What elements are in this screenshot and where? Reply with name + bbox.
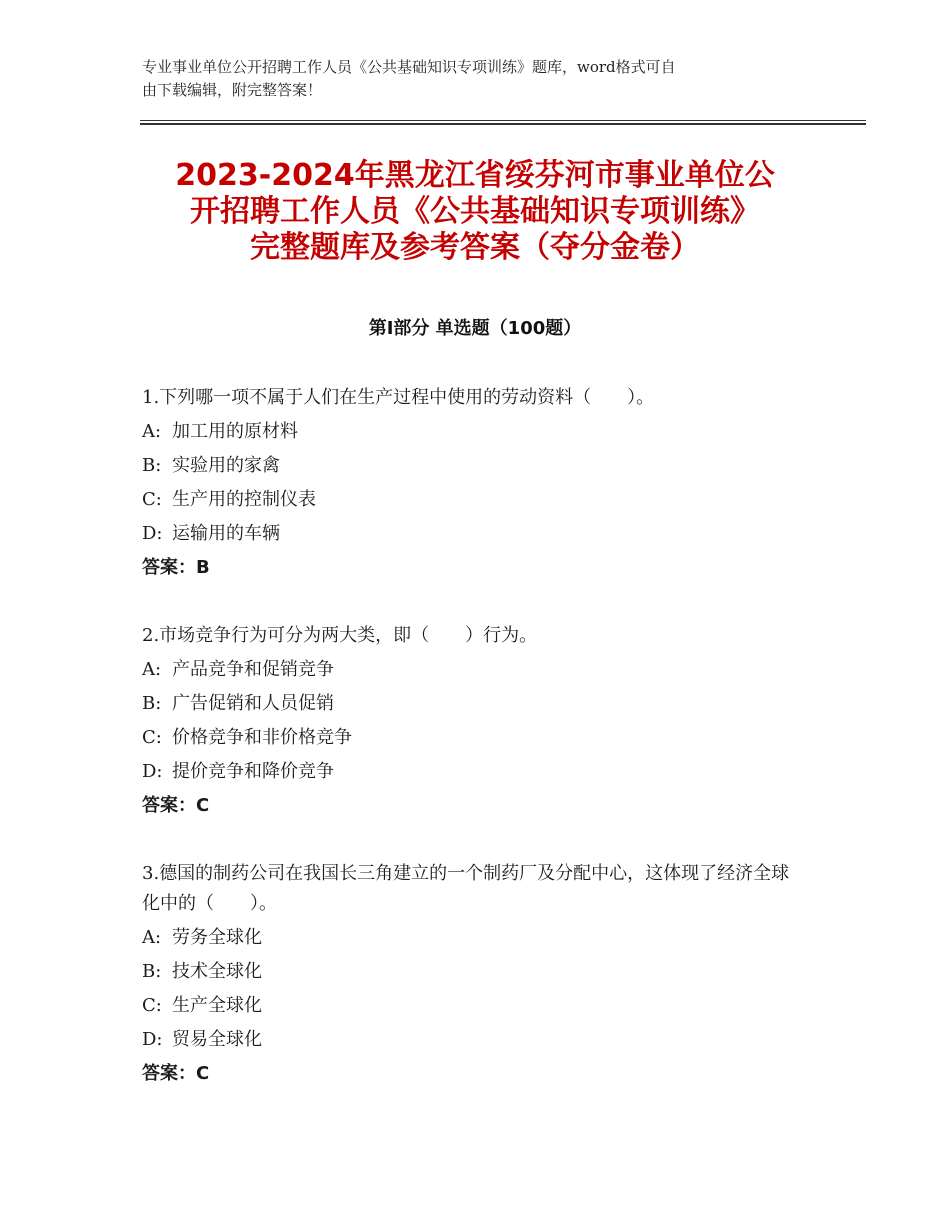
question-stem: 2.市场竞争行为可分为两大类，即（ ）行为。 bbox=[142, 625, 538, 646]
option-letter: B: bbox=[142, 455, 162, 476]
option-c bbox=[142, 485, 802, 519]
option-d bbox=[142, 757, 802, 791]
option-text: 实验用的家禽 bbox=[172, 455, 280, 476]
option-text: 广告促销和人员促销 bbox=[172, 693, 334, 714]
question-stem: 3.德国的制药公司在我国长三角建立的一个制药厂及分配中心，这体现了经济全球化中的（ ）。 bbox=[142, 863, 790, 914]
option-b bbox=[142, 957, 802, 991]
question-1 bbox=[142, 383, 802, 587]
header-divider-thin bbox=[140, 120, 866, 121]
answer-label: 答案：C bbox=[142, 795, 210, 816]
option-letter: A: bbox=[142, 927, 162, 948]
option-letter: C: bbox=[142, 727, 162, 748]
answer-label: 答案：B bbox=[142, 557, 210, 578]
option-d bbox=[142, 519, 802, 553]
option-text: 贸易全球化 bbox=[172, 1029, 262, 1050]
question-stem: 1.下列哪一项不属于人们在生产过程中使用的劳动资料（ ）。 bbox=[142, 387, 655, 408]
header-note bbox=[142, 56, 812, 102]
section-title: 第Ⅰ部分 单选题（100题） bbox=[368, 318, 582, 339]
option-letter: D: bbox=[142, 523, 163, 544]
option-b bbox=[142, 451, 802, 485]
option-letter: D: bbox=[142, 1029, 163, 1050]
option-text: 技术全球化 bbox=[172, 961, 262, 982]
option-letter: A: bbox=[142, 421, 162, 442]
option-text: 提价竞争和降价竞争 bbox=[172, 761, 334, 782]
option-letter: C: bbox=[142, 489, 162, 510]
option-letter: B: bbox=[142, 961, 162, 982]
option-text: 生产全球化 bbox=[172, 995, 262, 1016]
answer-label: 答案：C bbox=[142, 1063, 210, 1084]
header-divider bbox=[140, 120, 866, 126]
option-c bbox=[142, 991, 802, 1025]
option-text: 加工用的原材料 bbox=[172, 421, 298, 442]
question-2 bbox=[142, 621, 802, 825]
option-a bbox=[142, 417, 802, 451]
question-3 bbox=[142, 859, 802, 1093]
option-d bbox=[142, 1025, 802, 1059]
header-note-line-1: 专业事业单位公开招聘工作人员《公共基础知识专项训练》题库，word格式可自 bbox=[142, 58, 676, 76]
document-title-line-1: 2023-2024年黑龙江省绥芬河市事业单位公 bbox=[175, 158, 775, 193]
option-letter: C: bbox=[142, 995, 162, 1016]
header-note-line-2: 由下载编辑，附完整答案！ bbox=[142, 81, 323, 99]
header-divider-thick bbox=[140, 123, 866, 125]
option-text: 产品竞争和促销竞争 bbox=[172, 659, 334, 680]
option-text: 价格竞争和非价格竞争 bbox=[172, 727, 352, 748]
option-a bbox=[142, 655, 802, 689]
document-title-line-3: 完整题库及参考答案（夺分金卷） bbox=[250, 230, 700, 265]
document-title-line-2: 开招聘工作人员《公共基础知识专项训练》 bbox=[190, 194, 760, 229]
option-b bbox=[142, 689, 802, 723]
option-text: 生产用的控制仪表 bbox=[172, 489, 316, 510]
option-letter: A: bbox=[142, 659, 162, 680]
option-letter: B: bbox=[142, 693, 162, 714]
option-letter: D: bbox=[142, 761, 163, 782]
option-text: 运输用的车辆 bbox=[172, 523, 280, 544]
option-text: 劳务全球化 bbox=[172, 927, 262, 948]
document-title bbox=[130, 158, 820, 266]
option-c bbox=[142, 723, 802, 757]
option-a bbox=[142, 923, 802, 957]
